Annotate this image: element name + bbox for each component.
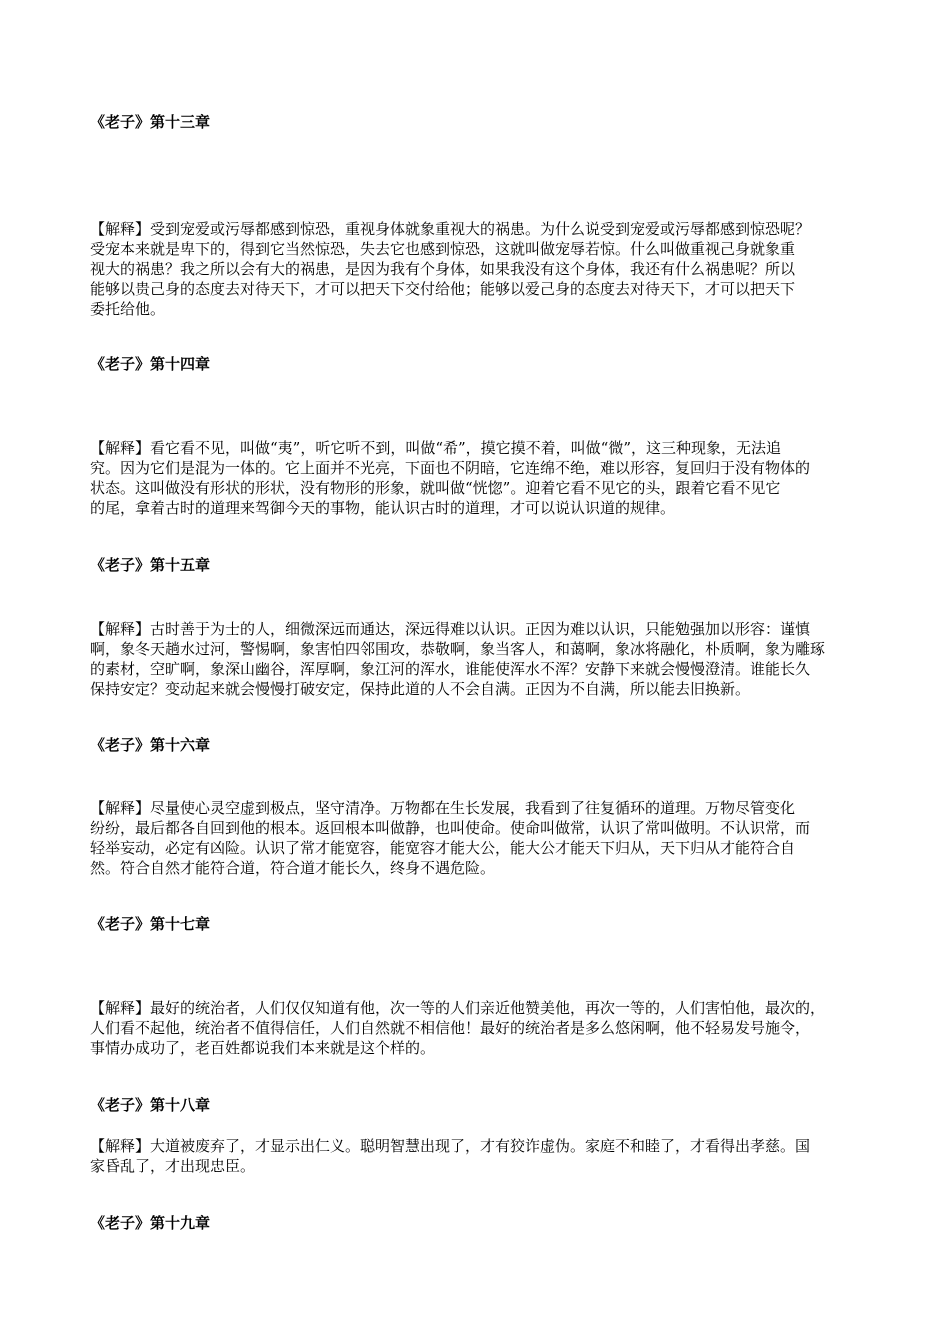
text-line: 【解释】大道被废弃了，才显示出仁义。聪明智慧出现了，才有狡诈虚伪。家庭不和睦了，才看得出孝慈。国 [90, 1137, 811, 1155]
text-line: 【解释】古时善于为士的人，细微深远而通达，深远得难以认识。正因为难以认识，只能勉强加以形容：谨慎 [90, 620, 811, 638]
chapter-heading-17: 《老子》第十七章 [90, 915, 211, 933]
chapter-16-explanation [90, 798, 870, 878]
text-line: 视大的祸患？我之所以会有大的祸患，是因为我有个身体，如果我没有这个身体，我还有什么祸患呢？所以 [90, 260, 796, 278]
text-line: 轻举妄动，必定有凶险。认识了常才能宽容，能宽容才能大公，能大公才能天下归从，天下归从才能符合自 [90, 839, 796, 857]
text-line: 状态。这叫做没有形状的形状，没有物形的形象，就叫做“恍惚”。迎着它看不见它的头，跟着它看不见它 [90, 479, 781, 497]
chapter-heading-15: 《老子》第十五章 [90, 556, 211, 574]
chapter-heading-19: 《老子》第十九章 [90, 1214, 211, 1232]
text-line: 纷纷，最后都各自回到他的根本。返回根本叫做静，也叫使命。使命叫做常，认识了常叫做明。不认识常，而 [90, 819, 811, 837]
text-line: 【解释】看它看不见，叫做“夷”，听它听不到，叫做“希”，摸它摸不着，叫做“微”，这三种现象，无法追 [90, 439, 782, 457]
text-line: 啊，象冬天趟水过河，警惕啊，象害怕四邻围攻，恭敬啊，象当客人，和蔼啊，象冰将融化，朴质啊，象为雕琢 [90, 640, 826, 658]
text-line: 的素材，空旷啊，象深山幽谷，浑厚啊，象江河的浑水，谁能使浑水不浑？安静下来就会慢慢澄清。谁能长久 [90, 660, 811, 678]
text-line: 究。因为它们是混为一体的。它上面并不光亮，下面也不阴暗，它连绵不绝，难以形容，复回归于没有物体的 [90, 459, 811, 477]
text-line: 委托给他。 [90, 300, 166, 318]
text-line: 受宠本来就是卑下的，得到它当然惊恐，失去它也感到惊恐，这就叫做宠辱若惊。什么叫做重视己身就象重 [90, 240, 796, 258]
text-line: 家昏乱了，才出现忠臣。 [90, 1157, 256, 1175]
text-line: 保持安定？变动起来就会慢慢打破安定，保持此道的人不会自满。正因为不自满，所以能去旧换新。 [90, 680, 751, 698]
chapter-18-explanation [90, 1136, 870, 1176]
chapter-15-explanation [90, 619, 870, 699]
chapter-14-explanation [90, 438, 870, 518]
text-line: 事情办成功了，老百姓都说我们本来就是这个样的。 [90, 1039, 436, 1057]
text-line: 的尾，拿着古时的道理来驾御今天的事物，能认识古时的道理，才可以说认识道的规律。 [90, 499, 676, 517]
text-line: 然。符合自然才能符合道，符合道才能长久，终身不遇危险。 [90, 859, 496, 877]
chapter-heading-16: 《老子》第十六章 [90, 736, 211, 754]
chapter-heading-18: 《老子》第十八章 [90, 1096, 211, 1114]
text-line: 【解释】最好的统治者，人们仅仅知道有他，次一等的人们亲近他赞美他，再次一等的，人们害怕他，最次的， [90, 999, 826, 1017]
text-line: 【解释】受到宠爱或污辱都感到惊恐，重视身体就象重视大的祸患。为什么说受到宠爱或污辱都感到惊恐呢？ [90, 220, 811, 238]
chapter-17-explanation [90, 998, 870, 1058]
text-line: 人们看不起他，统治者不值得信任，人们自然就不相信他！最好的统治者是多么悠闲啊，他不轻易发号施令， [90, 1019, 811, 1037]
chapter-heading-14: 《老子》第十四章 [90, 355, 211, 373]
text-line: 能够以贵己身的态度去对待天下，才可以把天下交付给他；能够以爱己身的态度去对待天下，才可以把天下 [90, 280, 796, 298]
chapter-13-explanation [90, 219, 870, 319]
text-line: 【解释】尽量使心灵空虚到极点，坚守清净。万物都在生长发展，我看到了往复循环的道理。万物尽管变化 [90, 799, 796, 817]
chapter-heading-13: 《老子》第十三章 [90, 113, 211, 131]
